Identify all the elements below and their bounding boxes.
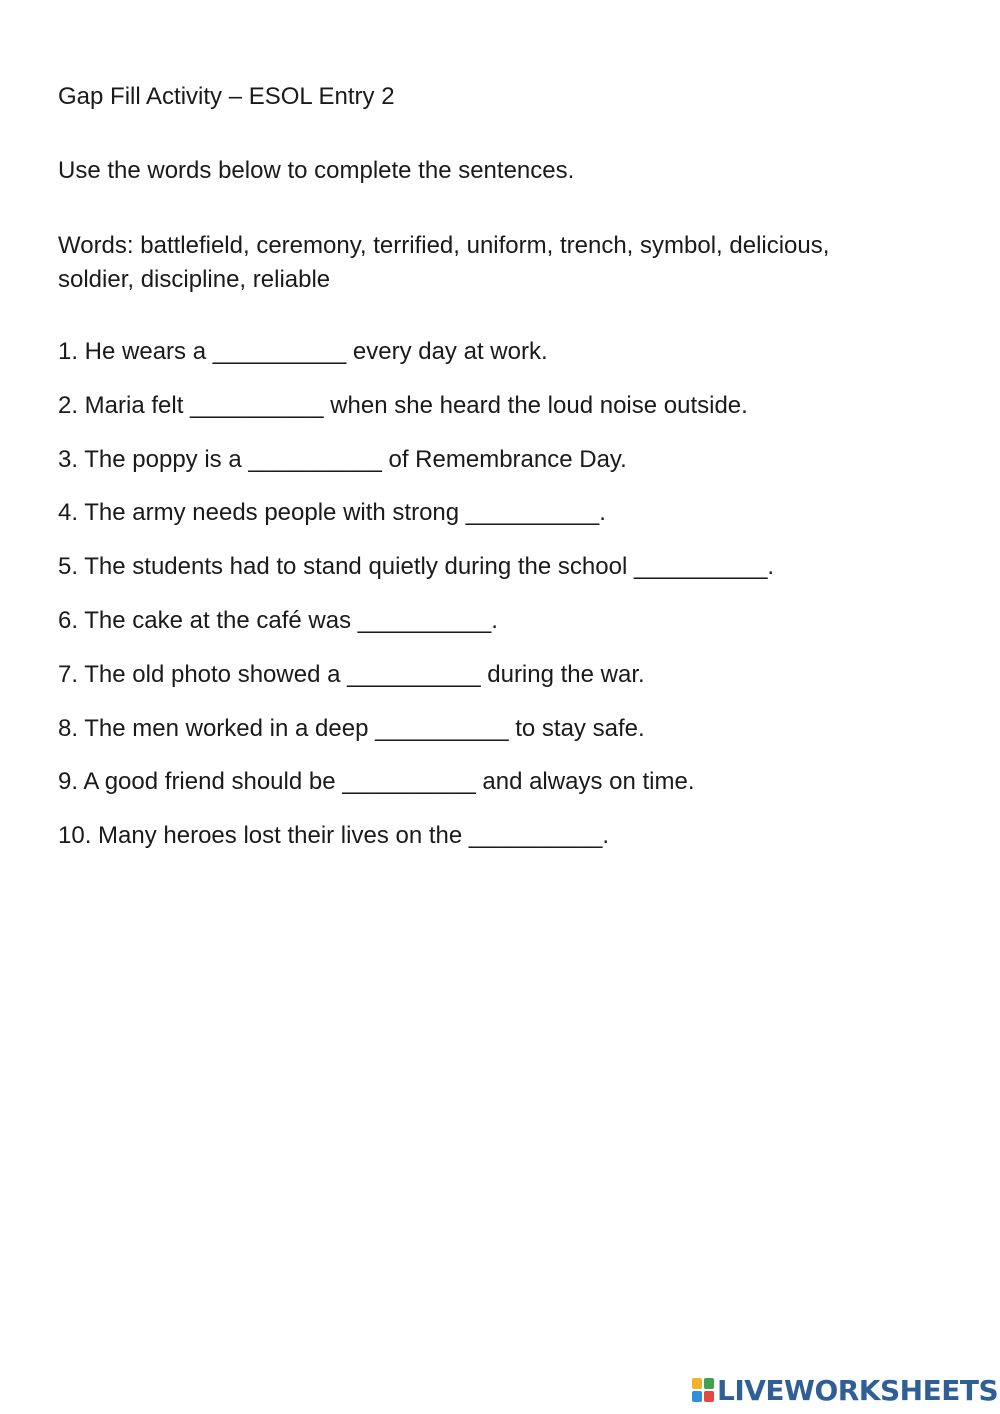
word-bank-line-1: Words: battlefield, ceremony, terrified, uniform, trench, symbol, delicious, [58, 232, 830, 259]
sentence-item: 10. Many heroes lost their lives on the __________. [58, 822, 610, 850]
logo-mark-square [704, 1391, 714, 1402]
instructions-text: Use the words below to complete the sentences. [58, 157, 575, 184]
word-bank-line-2: soldier, discipline, reliable [58, 266, 331, 293]
sentence-item: 4. The army needs people with strong __________. [58, 499, 606, 527]
sentence-item: 8. The men worked in a deep __________ to stay safe. [58, 714, 645, 742]
sentence-item: 1. He wears a __________ every day at work. [58, 338, 548, 365]
sentence-item: 2. Maria felt __________ when she heard the loud noise outside. [58, 391, 748, 419]
sentence-item: 7. The old photo showed a __________ during the war. [58, 660, 645, 688]
sentence-item: 6. The cake at the café was __________. [58, 606, 498, 634]
sentence-item: 9. A good friend should be __________ and always on time. [58, 768, 695, 796]
sentence-list [58, 337, 774, 875]
logo-mark-icon [692, 1378, 714, 1402]
logo-mark-square [692, 1391, 702, 1402]
page-title: Gap Fill Activity – ESOL Entry 2 [58, 83, 395, 110]
liveworksheets-logo [692, 1372, 998, 1408]
logo-mark-square [704, 1378, 714, 1389]
sentence-item: 3. The poppy is a __________ of Remembrance Day. [58, 445, 627, 473]
word-bank [58, 229, 958, 297]
sentence-item: 5. The students had to stand quietly during the school __________. [58, 553, 775, 581]
logo-text: LIVEWORKSHEETS [717, 1373, 999, 1407]
logo-mark-square [692, 1378, 702, 1389]
